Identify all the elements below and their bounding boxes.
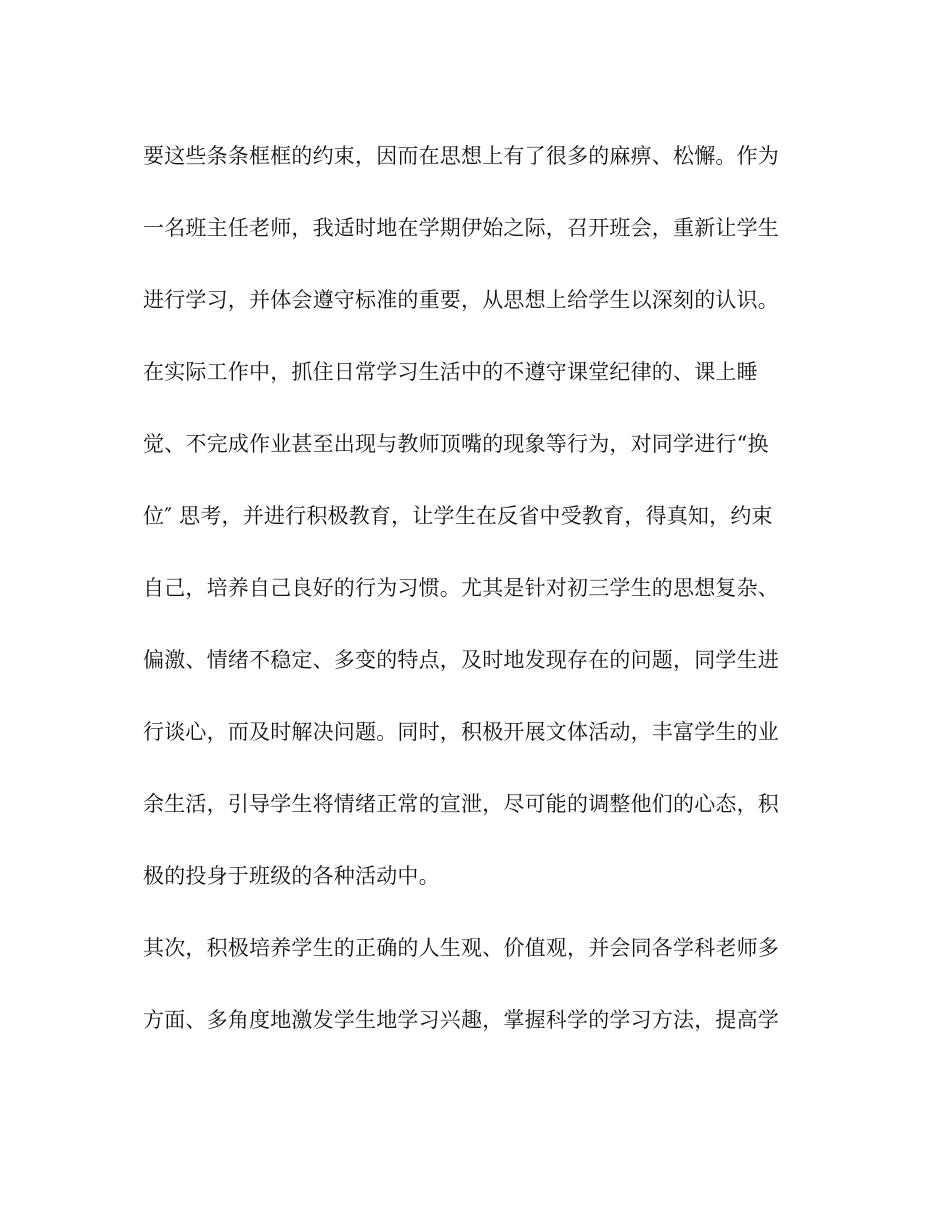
paragraph-start-line: 其次，积极培养学生的正确的人生观、价值观，并会同各学科老师多 (143, 936, 779, 960)
text-line: 一名班主任老师，我适时地在学期伊始之际，召开班会，重新让学生 (143, 216, 779, 240)
text-line: 在实际工作中，抓住日常学习生活中的不遵守课堂纪律的、课上睡 (143, 360, 758, 384)
text-line: 行谈心，而及时解决问题。同时，积极开展文体活动，丰富学生的业 (143, 720, 779, 744)
text-line: 要这些条条框框的约束，因而在思想上有了很多的麻痹、松懈。作为 (143, 144, 779, 168)
text-line: 极的投身于班级的各种活动中。 (143, 864, 440, 888)
text-line: 自己，培养自己良好的行为习惯。尤其是针对初三学生的思想复杂、 (143, 576, 779, 600)
text-line: 方面、多角度地激发学生地学习兴趣，掌握科学的学习方法，提高学 (143, 1008, 779, 1032)
text-line: 余生活，引导学生将情绪正常的宣泄，尽可能的调整他们的心态，积 (143, 792, 779, 816)
text-line: 进行学习，并体会遵守标准的重要，从思想上给学生以深刻的认识。 (143, 288, 779, 312)
text-line: 偏激、情绪不稳定、多变的特点，及时地发现存在的问题，同学生进 (143, 648, 779, 672)
text-line: 觉、不完成作业甚至出现与教师顶嘴的现象等行为，对同学进行“换 (143, 432, 769, 456)
text-line: 位″ 思考，并进行积极教育，让学生在反省中受教育，得真知，约束 (143, 504, 773, 528)
